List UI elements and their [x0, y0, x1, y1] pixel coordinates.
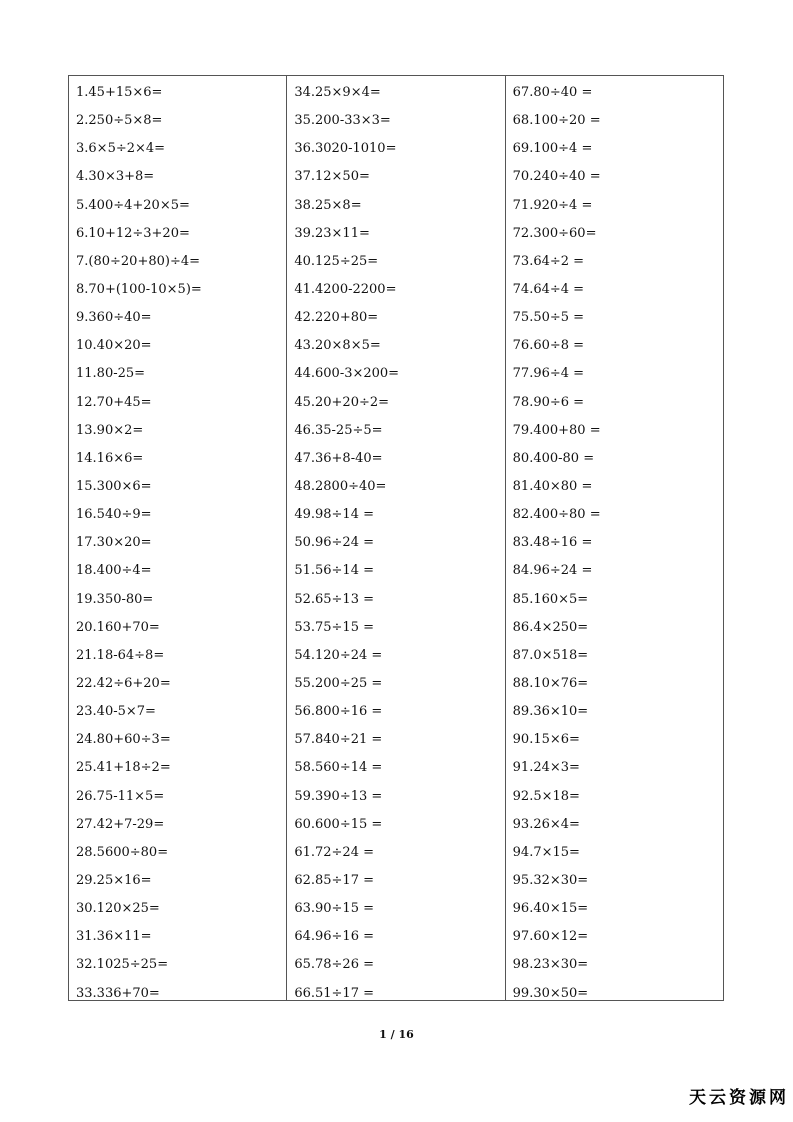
problem-item: 10.40×20=	[76, 338, 152, 354]
problem-item: 91.24×3=	[512, 760, 580, 776]
problem-item: 94.7×15=	[512, 844, 580, 860]
problem-item: 30.120×25=	[76, 901, 160, 917]
problem-item: 88.10×76=	[512, 675, 589, 691]
problem-item: 76.60÷8 =	[512, 338, 585, 354]
problem-item: 98.23×30=	[512, 957, 589, 973]
problem-item: 42.220+80=	[294, 310, 379, 326]
problem-item: 22.42÷6+20=	[76, 675, 171, 691]
problem-item: 37.12×50=	[294, 169, 370, 185]
problem-item: 78.90÷6 =	[512, 394, 585, 410]
problem-item: 9.360÷40=	[76, 310, 152, 326]
problem-item: 47.36+8-40=	[294, 450, 383, 466]
problem-item: 92.5×18=	[512, 788, 580, 804]
problem-item: 28.5600÷80=	[76, 844, 169, 860]
problem-item: 96.40×15=	[512, 901, 589, 917]
problem-item: 24.80+60÷3=	[76, 732, 171, 748]
problem-item: 15.300×6=	[76, 478, 152, 494]
problem-item: 29.25×16=	[76, 872, 152, 888]
problem-item: 16.540÷9=	[76, 507, 152, 523]
problem-item: 83.48÷16 =	[512, 535, 593, 551]
problem-item: 43.20×8×5=	[294, 338, 381, 354]
problem-item: 84.96÷24 =	[512, 563, 593, 579]
problem-item: 20.160+70=	[76, 619, 160, 635]
problem-column-2	[286, 76, 504, 1000]
problem-item: 36.3020-1010=	[294, 141, 397, 157]
problem-item: 97.60×12=	[512, 929, 589, 945]
problem-item: 62.85÷17 =	[294, 872, 375, 888]
problem-item: 85.160×5=	[512, 591, 589, 607]
problem-item: 90.15×6=	[512, 732, 580, 748]
problem-item: 18.400÷4=	[76, 563, 152, 579]
problem-item: 74.64÷4 =	[512, 281, 585, 297]
problem-item: 69.100÷4 =	[512, 141, 593, 157]
problem-item: 23.40-5×7=	[76, 704, 156, 720]
problem-item: 77.96÷4 =	[512, 366, 585, 382]
problem-item: 93.26×4=	[512, 816, 580, 832]
problem-item: 1.45+15×6=	[76, 85, 163, 100]
problem-item: 70.240÷40 =	[512, 169, 601, 185]
problem-item: 68.100÷20 =	[512, 113, 601, 129]
problem-item: 73.64÷2 =	[512, 253, 585, 269]
problem-item: 54.120÷24 =	[294, 647, 383, 663]
problem-item: 38.25×8=	[294, 197, 362, 213]
problem-item: 59.390÷13 =	[294, 788, 383, 804]
page-number: 1 / 16	[379, 1028, 414, 1041]
problem-item: 95.32×30=	[512, 872, 589, 888]
problem-item: 21.18-64÷8=	[76, 647, 165, 663]
problem-item: 7.(80÷20+80)÷4=	[76, 253, 201, 269]
problem-item: 6.10+12÷3+20=	[76, 225, 190, 241]
problem-item: 65.78÷26 =	[294, 957, 375, 973]
problem-item: 61.72÷24 =	[294, 844, 375, 860]
problem-item: 12.70+45=	[76, 394, 152, 410]
problem-item: 80.400-80 =	[512, 450, 595, 466]
problem-column-1	[69, 76, 286, 1000]
problem-item: 82.400÷80 =	[512, 507, 601, 523]
problem-item: 8.70+(100-10×5)=	[76, 281, 202, 297]
problem-item: 33.336+70=	[76, 985, 160, 1001]
problem-item: 49.98÷14 =	[294, 507, 375, 523]
problem-item: 60.600÷15 =	[294, 816, 383, 832]
problem-item: 5.400÷4+20×5=	[76, 197, 190, 213]
problem-item: 51.56÷14 =	[294, 563, 375, 579]
problem-item: 4.30×3+8=	[76, 169, 155, 185]
problem-item: 57.840÷21 =	[294, 732, 383, 748]
problem-item: 52.65÷13 =	[294, 591, 375, 607]
problem-item: 2.250÷5×8=	[76, 113, 163, 129]
problem-item: 55.200÷25 =	[294, 675, 383, 691]
problem-item: 44.600-3×200=	[294, 366, 400, 382]
problem-item: 89.36×10=	[512, 704, 589, 720]
problem-item: 56.800÷16 =	[294, 704, 383, 720]
problem-item: 13.90×2=	[76, 422, 144, 438]
problem-item: 39.23×11=	[294, 225, 370, 241]
problem-item: 53.75÷15 =	[294, 619, 375, 635]
problem-item: 86.4×250=	[512, 619, 589, 635]
problem-item: 48.2800÷40=	[294, 478, 387, 494]
problem-item: 50.96÷24 =	[294, 535, 375, 551]
problem-item: 46.35-25÷5=	[294, 422, 383, 438]
problem-item: 75.50÷5 =	[512, 310, 585, 326]
problem-table	[68, 75, 724, 1001]
problem-item: 31.36×11=	[76, 929, 152, 945]
problem-item: 11.80-25=	[76, 366, 146, 382]
problem-item: 27.42+7-29=	[76, 816, 165, 832]
problem-item: 72.300÷60=	[512, 225, 597, 241]
problem-item: 34.25×9×4=	[294, 85, 381, 100]
problem-item: 35.200-33×3=	[294, 113, 391, 129]
problem-item: 87.0×518=	[512, 647, 589, 663]
problem-item: 25.41+18÷2=	[76, 760, 171, 776]
problem-item: 26.75-11×5=	[76, 788, 165, 804]
problem-item: 19.350-80=	[76, 591, 154, 607]
problem-item: 99.30×50=	[512, 985, 589, 1001]
problem-item: 3.6×5÷2×4=	[76, 141, 166, 157]
watermark-logo-text: 天云资源网	[689, 1088, 789, 1108]
problem-item: 32.1025÷25=	[76, 957, 169, 973]
problem-item: 71.920÷4 =	[512, 197, 593, 213]
problem-item: 63.90÷15 =	[294, 901, 375, 917]
problem-item: 45.20+20÷2=	[294, 394, 390, 410]
problem-item: 40.125÷25=	[294, 253, 379, 269]
problem-item: 66.51÷17 =	[294, 985, 375, 1001]
problem-item: 17.30×20=	[76, 535, 152, 551]
problem-item: 58.560÷14 =	[294, 760, 383, 776]
problem-item: 79.400+80 =	[512, 422, 601, 438]
problem-item: 67.80÷40 =	[512, 85, 593, 100]
problem-column-3	[505, 76, 723, 1000]
problem-item: 64.96÷16 =	[294, 929, 375, 945]
problem-item: 41.4200-2200=	[294, 281, 397, 297]
problem-item: 14.16×6=	[76, 450, 144, 466]
problem-item: 81.40×80 =	[512, 478, 593, 494]
